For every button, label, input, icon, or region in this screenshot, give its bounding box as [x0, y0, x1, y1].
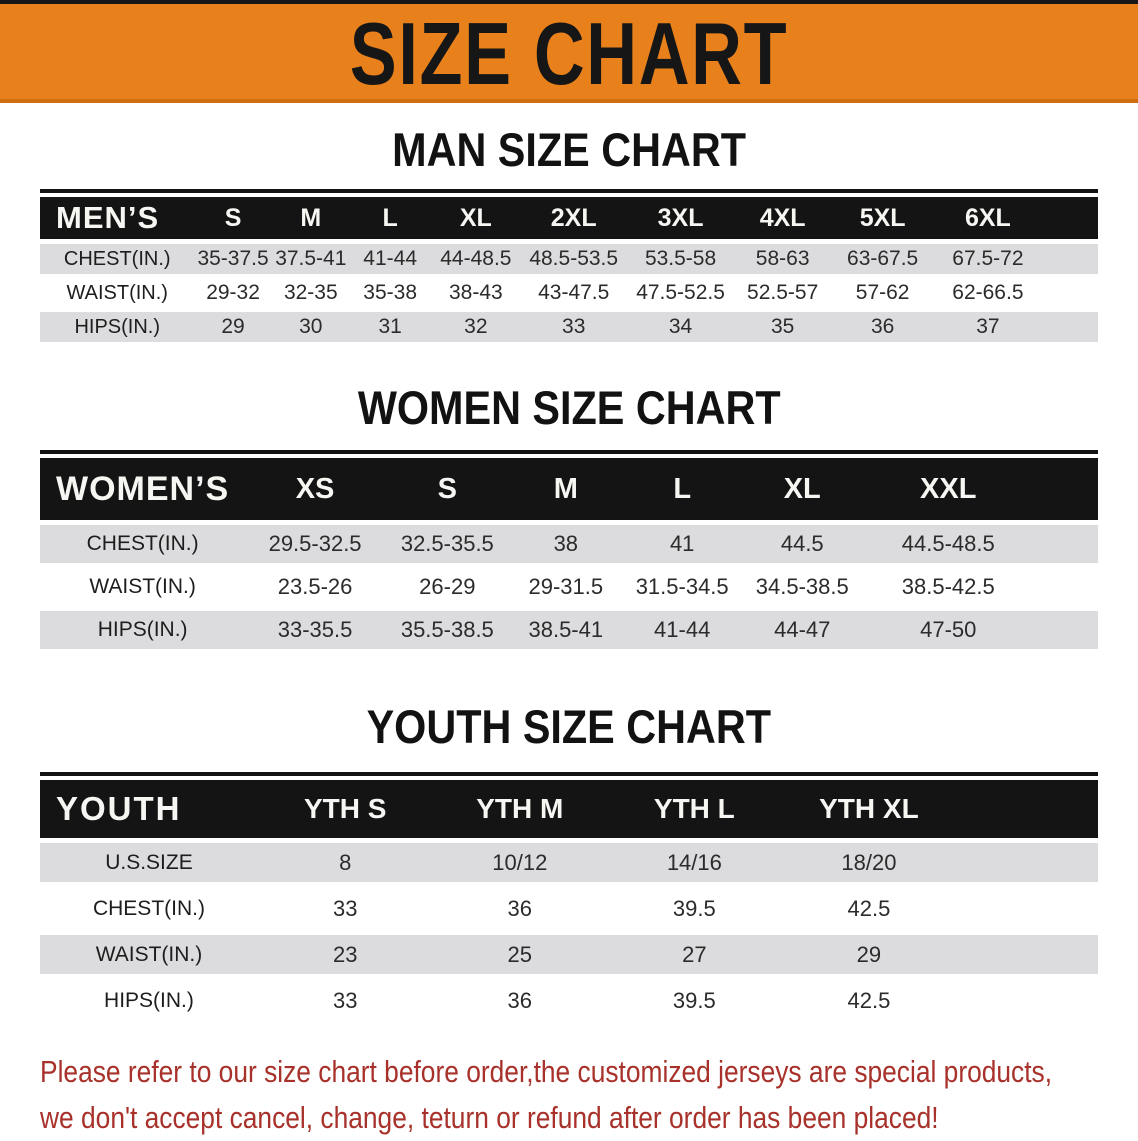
youth-size-table	[40, 780, 1098, 1027]
women-section-heading	[0, 381, 1138, 434]
size-value-cell: 33	[521, 310, 626, 344]
size-value-cell: 62-66.5	[935, 276, 1041, 310]
size-column-header: S	[385, 458, 510, 523]
size-value-cell: 57-62	[830, 276, 935, 310]
row-label: CHEST(IN.)	[40, 523, 245, 566]
youth-table-topline	[40, 772, 1098, 776]
size-column-header: YTH XL	[782, 780, 957, 841]
size-value-cell: 38-43	[430, 276, 521, 310]
size-column-header: YTH M	[433, 780, 608, 841]
youth-hips-row	[40, 978, 1098, 1024]
men-waist-row	[40, 276, 1098, 310]
size-value-cell: 39.5	[607, 886, 782, 932]
size-value-cell: 41	[622, 523, 743, 566]
size-value-cell: 31.5-34.5	[622, 566, 743, 609]
size-value-cell: 42.5	[782, 978, 957, 1024]
disclaimer-line-1: Please refer to our size chart before order,the customized jerseys are special products,	[40, 1054, 1053, 1089]
filler-cell	[956, 886, 1098, 932]
size-value-cell: 30	[272, 310, 350, 344]
size-value-cell: 10/12	[433, 841, 608, 886]
size-value-cell: 27	[607, 932, 782, 978]
size-value-cell: 29	[194, 310, 271, 344]
size-value-cell: 35-38	[350, 276, 430, 310]
size-column-header: XXL	[862, 458, 1034, 523]
size-value-cell: 34	[626, 310, 735, 344]
size-value-cell: 36	[433, 886, 608, 932]
filler-cell	[1041, 276, 1098, 310]
size-column-header: YTH S	[258, 780, 433, 841]
men-chest-row	[40, 242, 1098, 277]
size-value-cell: 41-44	[622, 609, 743, 652]
men-size-table	[40, 197, 1098, 346]
size-value-cell: 32-35	[272, 276, 350, 310]
size-value-cell: 26-29	[385, 566, 510, 609]
size-value-cell: 36	[830, 310, 935, 344]
size-value-cell: 32.5-35.5	[385, 523, 510, 566]
man-table-topline	[40, 189, 1098, 193]
size-column-header: 5XL	[830, 197, 935, 242]
size-column-header: YTH L	[607, 780, 782, 841]
size-value-cell: 33-35.5	[245, 609, 385, 652]
size-column-header: 4XL	[735, 197, 830, 242]
size-value-cell: 36	[433, 978, 608, 1024]
size-value-cell: 33	[258, 886, 433, 932]
filler-cell	[1034, 566, 1098, 609]
women-table-topline	[40, 450, 1098, 454]
size-column-header: XL	[742, 458, 862, 523]
size-value-cell: 44-47	[742, 609, 862, 652]
man-heading-text: MAN SIZE CHART	[392, 123, 746, 176]
women-corner-label: WOMEN’S	[40, 458, 245, 523]
men-header-row	[40, 197, 1098, 242]
size-value-cell: 44-48.5	[430, 242, 521, 277]
youth-heading-text: YOUTH SIZE CHART	[366, 700, 772, 753]
disclaimer-line-2: we don't accept cancel, change, teturn or refund after order has been placed!	[40, 1100, 939, 1135]
size-value-cell: 35	[735, 310, 830, 344]
header-filler-cell	[1041, 197, 1098, 242]
size-value-cell: 42.5	[782, 886, 957, 932]
size-value-cell: 52.5-57	[735, 276, 830, 310]
size-value-cell: 29.5-32.5	[245, 523, 385, 566]
size-value-cell: 47-50	[862, 609, 1034, 652]
size-value-cell: 39.5	[607, 978, 782, 1024]
size-value-cell: 23.5-26	[245, 566, 385, 609]
row-label: WAIST(IN.)	[40, 276, 194, 310]
women-chest-row	[40, 523, 1098, 566]
size-column-header: XS	[245, 458, 385, 523]
size-value-cell: 37.5-41	[272, 242, 350, 277]
size-column-header: 6XL	[935, 197, 1041, 242]
row-label: CHEST(IN.)	[40, 242, 194, 277]
size-value-cell: 41-44	[350, 242, 430, 277]
size-value-cell: 63-67.5	[830, 242, 935, 277]
disclaimer	[0, 1049, 1138, 1141]
size-value-cell: 37	[935, 310, 1041, 344]
women-hips-row	[40, 609, 1098, 652]
row-label: HIPS(IN.)	[40, 978, 258, 1024]
women-header-row	[40, 458, 1098, 523]
filler-cell	[1034, 523, 1098, 566]
row-label: WAIST(IN.)	[40, 566, 245, 609]
banner-title: SIZE CHART	[349, 3, 789, 103]
size-value-cell: 38	[510, 523, 622, 566]
women-waist-row	[40, 566, 1098, 609]
size-column-header: L	[622, 458, 743, 523]
header-filler-cell	[1034, 458, 1098, 523]
size-value-cell: 29	[782, 932, 957, 978]
size-column-header: L	[350, 197, 430, 242]
youth-corner-label: YOUTH	[40, 780, 258, 841]
size-value-cell: 44.5	[742, 523, 862, 566]
size-value-cell: 44.5-48.5	[862, 523, 1034, 566]
filler-cell	[1041, 310, 1098, 344]
youth-ussize-row	[40, 841, 1098, 886]
filler-cell	[956, 932, 1098, 978]
row-label: CHEST(IN.)	[40, 886, 258, 932]
size-value-cell: 29-31.5	[510, 566, 622, 609]
size-column-header: S	[194, 197, 271, 242]
row-label: WAIST(IN.)	[40, 932, 258, 978]
header-filler-cell	[956, 780, 1098, 841]
size-value-cell: 38.5-42.5	[862, 566, 1034, 609]
men-hips-row	[40, 310, 1098, 344]
size-value-cell: 34.5-38.5	[742, 566, 862, 609]
youth-section-heading	[0, 700, 1138, 753]
size-value-cell: 43-47.5	[521, 276, 626, 310]
women-heading-text: WOMEN SIZE CHART	[357, 381, 781, 434]
row-label: HIPS(IN.)	[40, 609, 245, 652]
filler-cell	[1041, 242, 1098, 277]
size-value-cell: 29-32	[194, 276, 271, 310]
size-value-cell: 48.5-53.5	[521, 242, 626, 277]
size-chart-banner	[0, 0, 1138, 103]
row-label: U.S.SIZE	[40, 841, 258, 886]
women-size-table	[40, 458, 1098, 654]
size-column-header: 2XL	[521, 197, 626, 242]
youth-chest-row	[40, 886, 1098, 932]
size-value-cell: 25	[433, 932, 608, 978]
man-section-heading	[0, 123, 1138, 176]
men-corner-label: MEN’S	[40, 197, 194, 242]
filler-cell	[956, 978, 1098, 1024]
filler-cell	[956, 841, 1098, 886]
size-value-cell: 18/20	[782, 841, 957, 886]
size-value-cell: 14/16	[607, 841, 782, 886]
youth-waist-row	[40, 932, 1098, 978]
size-column-header: M	[272, 197, 350, 242]
size-value-cell: 33	[258, 978, 433, 1024]
size-column-header: XL	[430, 197, 521, 242]
size-value-cell: 58-63	[735, 242, 830, 277]
size-value-cell: 47.5-52.5	[626, 276, 735, 310]
size-value-cell: 8	[258, 841, 433, 886]
size-value-cell: 32	[430, 310, 521, 344]
size-column-header: M	[510, 458, 622, 523]
size-value-cell: 23	[258, 932, 433, 978]
size-column-header: 3XL	[626, 197, 735, 242]
size-value-cell: 35-37.5	[194, 242, 271, 277]
size-value-cell: 35.5-38.5	[385, 609, 510, 652]
size-value-cell: 31	[350, 310, 430, 344]
filler-cell	[1034, 609, 1098, 652]
size-value-cell: 67.5-72	[935, 242, 1041, 277]
row-label: HIPS(IN.)	[40, 310, 194, 344]
size-value-cell: 38.5-41	[510, 609, 622, 652]
size-value-cell: 53.5-58	[626, 242, 735, 277]
youth-header-row	[40, 780, 1098, 841]
